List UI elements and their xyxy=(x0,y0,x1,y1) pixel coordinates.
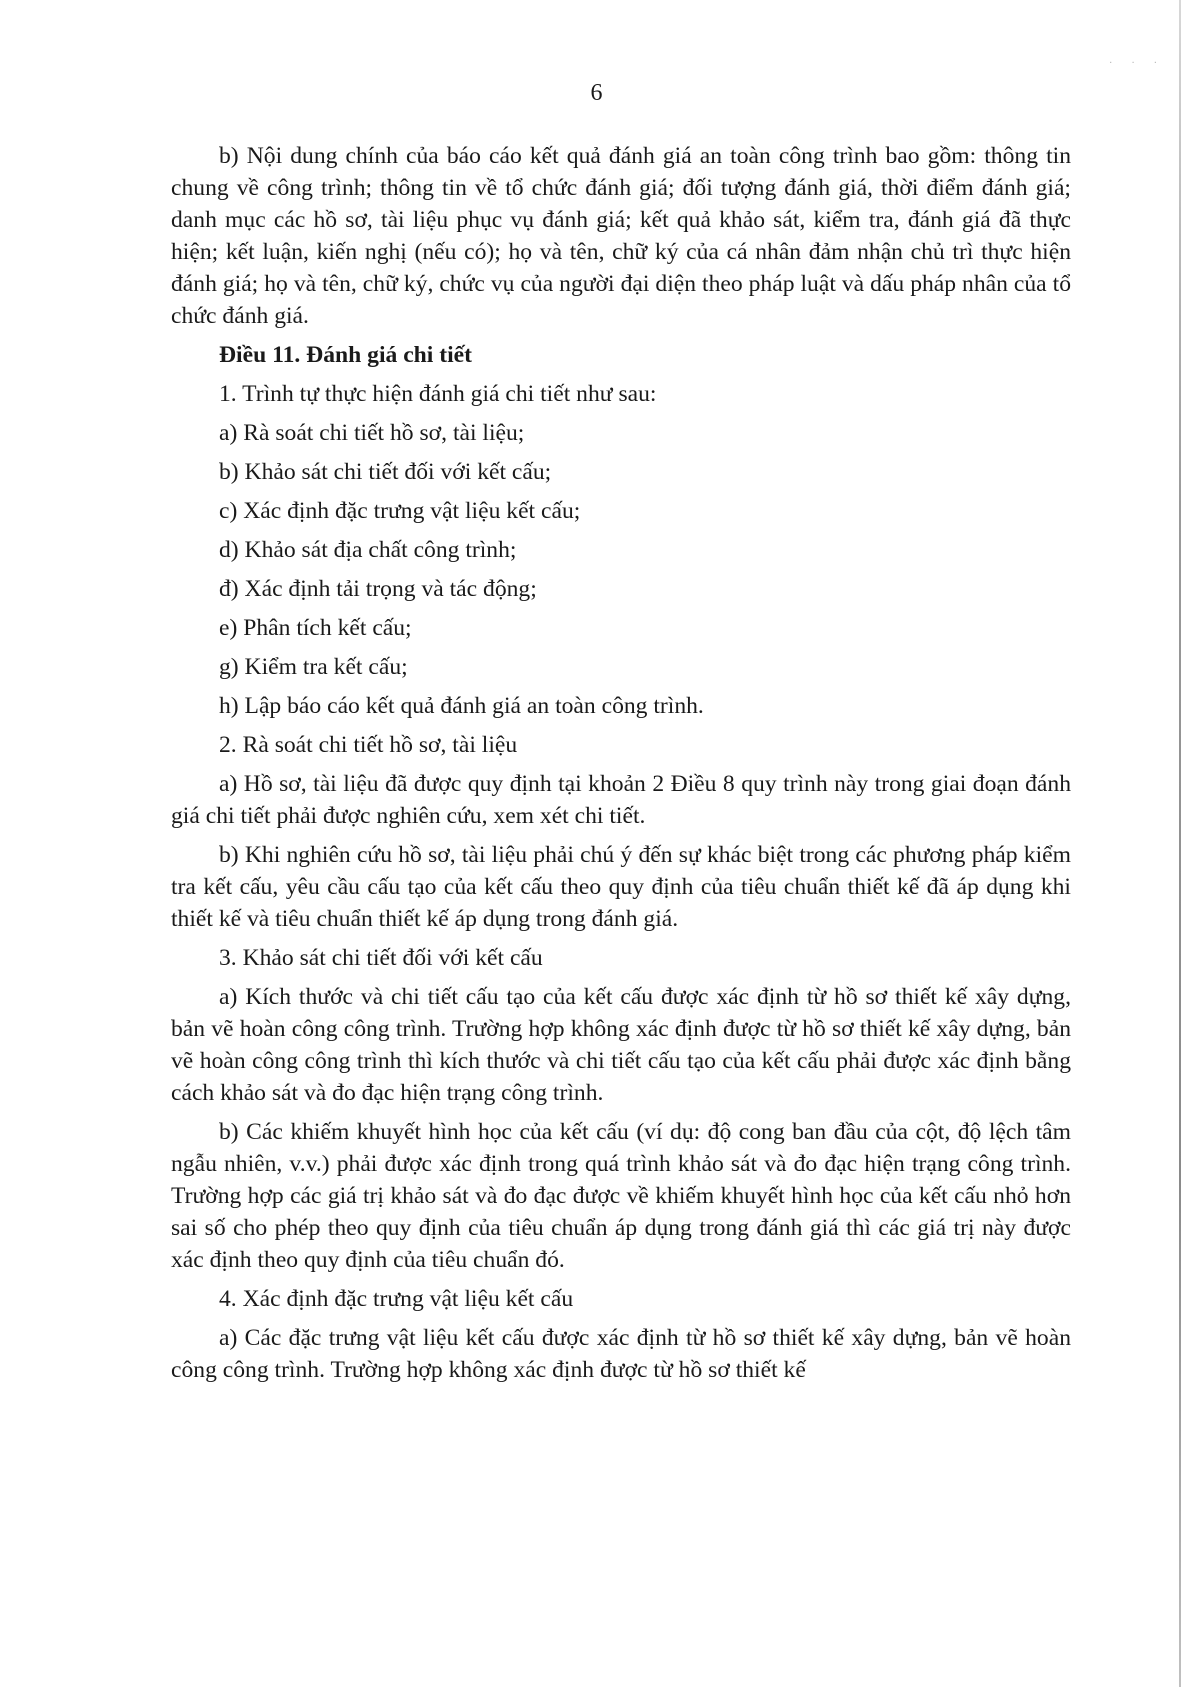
list-item-dd: đ) Xác định tải trọng và tác động; xyxy=(219,576,537,602)
section-2-heading: 2. Rà soát chi tiết hồ sơ, tài liệu xyxy=(219,732,518,758)
paragraph-4a: a) Các đặc trưng vật liệu kết cấu được xác định từ hồ sơ thiết kế xây dựng, bản vẽ hoàn công công trình. Trường hợp không xác định được từ hồ sơ thiết kế xyxy=(171,1325,1071,1383)
document-body xyxy=(171,140,1071,1386)
list-item-d: d) Khảo sát địa chất công trình; xyxy=(219,537,517,563)
scan-edge-line xyxy=(1179,0,1181,1687)
article-11-heading: Điều 11. Đánh giá chi tiết xyxy=(219,342,472,368)
list-item-e: e) Phân tích kết cấu; xyxy=(219,615,412,641)
paragraph-2a: a) Hồ sơ, tài liệu đã được quy định tại khoản 2 Điều 8 quy trình này trong giai đoạn đánh giá chi tiết phải được nghiên cứu, xem xét chi tiết. xyxy=(171,771,1071,829)
list-item-g: g) Kiểm tra kết cấu; xyxy=(219,654,408,680)
paragraph-3b: b) Các khiếm khuyết hình học của kết cấu (ví dụ: độ cong ban đầu của cột, độ lệch tâm ngẫu nhiên, v.v.) phải được xác định trong quá trình khảo sát và đo đạc hiện trạng công trình. Trường hợp các giá trị khảo sát và đo đạc được về khiếm khuyết hình học của kết cấu nhỏ hơn sai số cho phép theo quy định của tiêu chuẩn áp dụng trong đánh giá thì các giá trị này được xác định theo quy định của tiêu chuẩn đó. xyxy=(171,1119,1071,1273)
page-number: 6 xyxy=(590,80,603,106)
paragraph-3a: a) Kích thước và chi tiết cấu tạo của kết cấu được xác định từ hồ sơ thiết kế xây dựng, bản vẽ hoàn công công trình. Trường hợp không xác định được từ hồ sơ thiết kế xây dựng, bản vẽ hoàn công công trình thì kích thước và chi tiết cấu tạo của kết cấu phải được xác định bằng cách khảo sát và đo đạc hiện trạng công trình. xyxy=(171,984,1071,1106)
list-item-h: h) Lập báo cáo kết quả đánh giá an toàn công trình. xyxy=(219,693,704,719)
paragraph-report-content: b) Nội dung chính của báo cáo kết quả đánh giá an toàn công trình bao gồm: thông tin chung về công trình; thông tin về tổ chức đánh giá; đối tượng đánh giá, thời điểm đánh giá; danh mục các hồ sơ, tài liệu phục vụ đánh giá; kết quả khảo sát, kiểm tra, đánh giá đã thực hiện; kết luận, kiến nghị (nếu có); họ và tên, chữ ký của cá nhân đảm nhận chủ trì thực hiện đánh giá; họ và tên, chữ ký, chức vụ của người đại diện theo pháp luật và dấu pháp nhân của tổ chức đánh giá. xyxy=(171,143,1071,329)
paragraph-2b: b) Khi nghiên cứu hồ sơ, tài liệu phải chú ý đến sự khác biệt trong các phương pháp kiểm tra kết cấu, yêu cầu cấu tạo của kết cấu theo quy định của tiêu chuẩn thiết kế đã áp dụng khi thiết kế và tiêu chuẩn thiết kế áp dụng trong đánh giá. xyxy=(171,842,1071,932)
list-item-c: c) Xác định đặc trưng vật liệu kết cấu; xyxy=(219,498,581,524)
paragraph-procedure-intro: 1. Trình tự thực hiện đánh giá chi tiết như sau: xyxy=(219,381,657,407)
section-4-heading: 4. Xác định đặc trưng vật liệu kết cấu xyxy=(219,1286,574,1312)
list-item-b: b) Khảo sát chi tiết đối với kết cấu; xyxy=(219,459,552,485)
scan-noise-marks: · · · xyxy=(1109,58,1165,69)
list-item-a: a) Rà soát chi tiết hồ sơ, tài liệu; xyxy=(219,420,525,446)
section-3-heading: 3. Khảo sát chi tiết đối với kết cấu xyxy=(219,945,543,971)
